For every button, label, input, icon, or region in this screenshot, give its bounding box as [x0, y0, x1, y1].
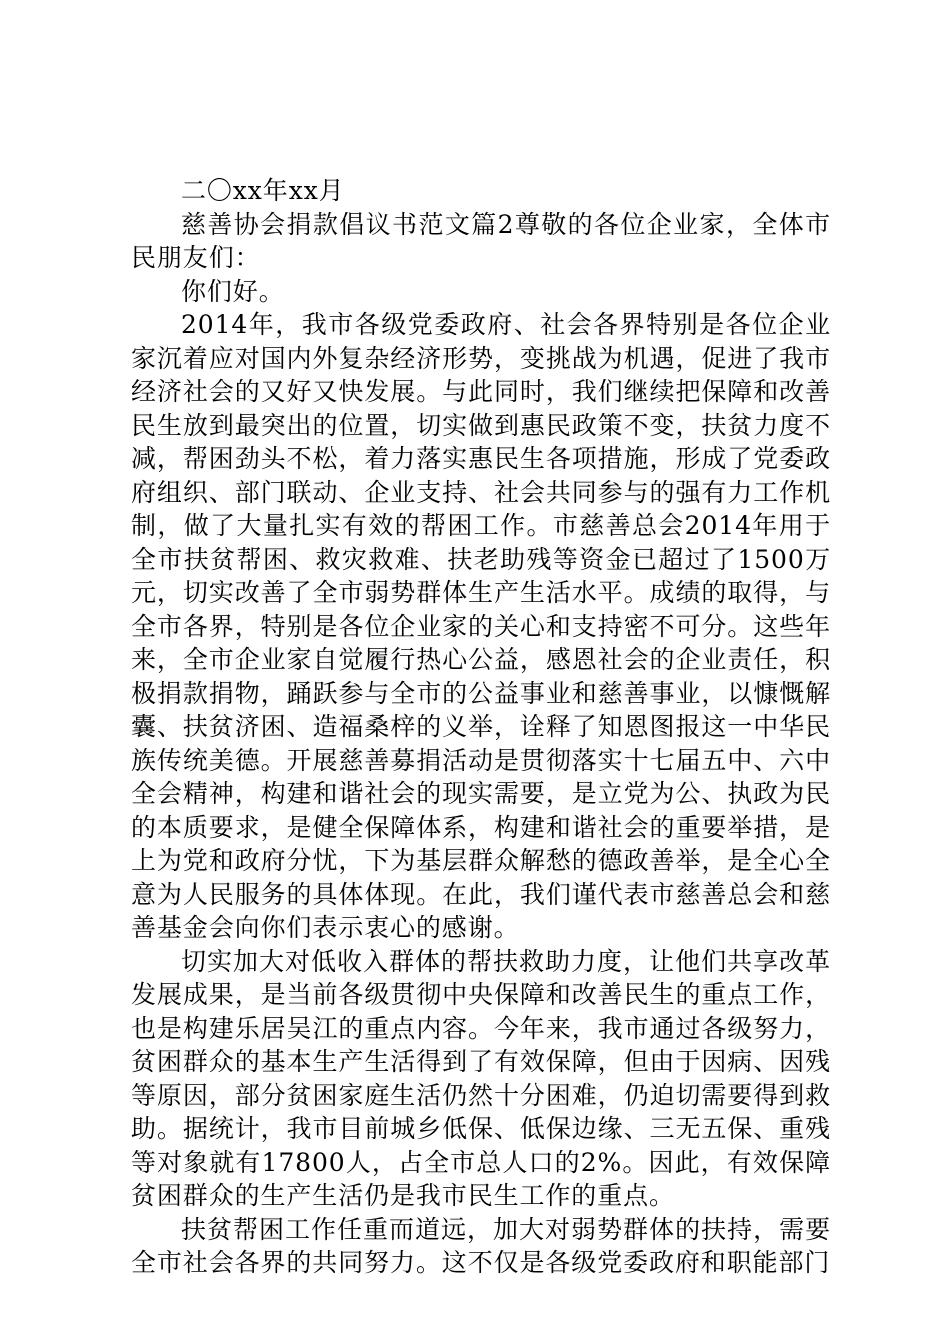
document-body — [131, 174, 831, 1280]
date-line: 二〇xx年xx月 — [181, 176, 345, 205]
body-paragraph-poverty: 扶贫帮困工作任重而道远，加大对弱势群体的扶持，需要全市社会各界的共同努力。这不仅是各级党委政府和职能部门 — [131, 1214, 831, 1277]
body-paragraph-2014: 2014年，我市各级党委政府、社会各界特别是各位企业家沉着应对国内外复杂经济形势，变挑战为机遇，促进了我市经济社会的又好又快发展。与此同时，我们继续把保障和改善民生放到最突出的位置，切实做到惠民政策不变，扶贫力度不减，帮困劲头不松，着力落实惠民生各项措施，形成了党委政府组织、部门联动、企业支持、社会共同参与的强有力工作机制，做了大量扎实有效的帮困工作。市慈善总会2014年用于全市扶贫帮困、救灾救难、扶老助残等资金已超过了1500万元，切实改善了全市弱势群体生产生活水平。成绩的取得，与全市各界，特别是各位企业家的关心和支持密不可分。这些年来，全市企业家自觉履行热心公益，感恩社会的企业责任，积极捐款捐物，踊跃参与全市的公益事业和慈善事业，以慷慨解囊、扶贫济困、造福桑梓的义举，诠释了知恩图报这一中华民族传统美德。开展慈善募捐活动是贯彻落实十七届五中、六中全会精神，构建和谐社会的现实需要，是立党为公、执政为民的本质要求，是健全保障体系，构建和谐社会的重要举措，是上为党和政府分忧，下为基层群众解愁的德政善举，是全心全意为人民服务的具体体现。在此，我们谨代表市慈善总会和慈善基金会向你们表示衷心的感谢。 — [131, 310, 831, 942]
greeting-paragraph: 慈善协会捐款倡议书范文篇2尊敬的各位企业家，全体市民朋友们： — [131, 209, 831, 272]
body-paragraph-assistance: 切实加大对低收入群体的帮扶救助力度，让他们共享改革发展成果，是当前各级贯彻中央保障和改善民生的重点工作，也是构建乐居吴江的重点内容。今年来，我市通过各级努力，贫困群众的基本生产生活得到了有效保障，但由于因病、因残等原因，部分贫困家庭生活仍然十分困难，仍迫切需要得到救助。据统计，我市目前城乡低保、低保边缘、三无五保、重残等对象就有17800人，占全市总人口的2%。因此，有效保障贫困群众的生产生活仍是我市民生工作的重点。 — [131, 946, 831, 1210]
salutation-paragraph: 你们好。 — [181, 276, 285, 306]
